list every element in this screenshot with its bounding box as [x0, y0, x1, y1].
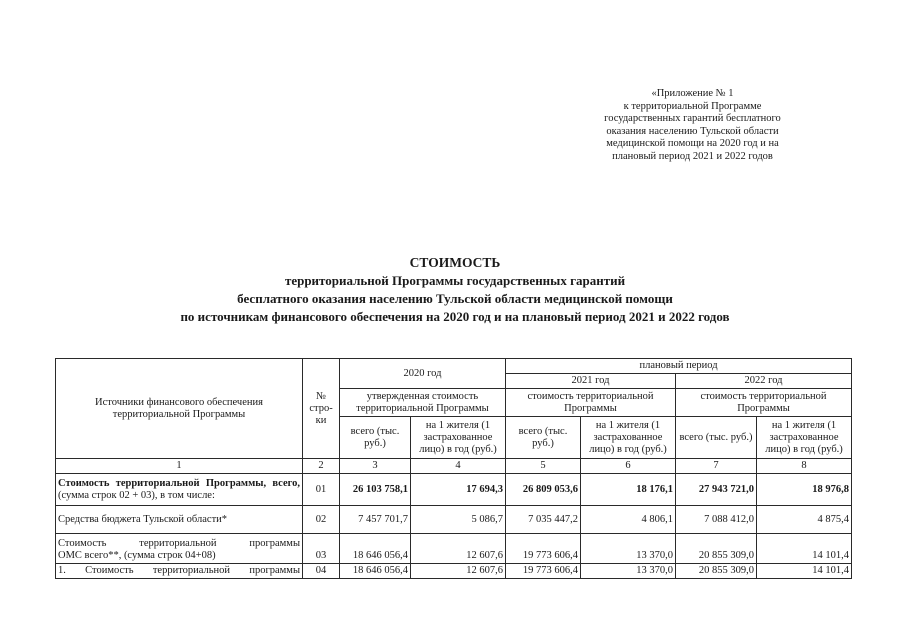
header-total-2020: всего (тыс. руб.) [340, 417, 411, 459]
header-approved-cost: утвержденная стоимость территориальной Программы [340, 389, 506, 417]
row-label-line: (сумма строк 02 + 03), в том числе: [58, 489, 215, 501]
header-year-2020: 2020 год [340, 359, 506, 389]
table-row [56, 506, 852, 534]
value-total-2021: 19 773 606,4 [506, 564, 581, 579]
row-label [56, 474, 303, 506]
value-total-2022: 27 943 721,0 [676, 474, 757, 506]
header-cost-2022: стоимость территориальной Программы [676, 389, 852, 417]
appendix-note [560, 88, 825, 164]
value-per-resident-2020: 5 086,7 [411, 506, 506, 534]
title-line: территориальной Программы государственных гарантий [284, 273, 626, 288]
column-number: 3 [340, 459, 411, 474]
header-source: Источники финансового обеспечения территориальной Программы [56, 359, 303, 459]
column-number: 5 [506, 459, 581, 474]
row-label-line: ОМС всего**, (сумма строк 04+08) [58, 550, 216, 561]
row-label-line: 1. Стоимость территориальной программы [58, 565, 300, 576]
row-code: 01 [303, 474, 340, 506]
appendix-line: оказания населению Тульской области [606, 125, 779, 137]
value-total-2022: 20 855 309,0 [676, 534, 757, 564]
table-row [56, 474, 852, 506]
value-total-2020: 18 646 056,4 [340, 534, 411, 564]
header-planned-period: плановый период [506, 359, 852, 374]
header-total-2021: всего (тыс. руб.) [506, 417, 581, 459]
value-total-2021: 7 035 447,2 [506, 506, 581, 534]
appendix-line: «Приложение № 1 [651, 88, 734, 99]
value-per-resident-2022: 14 101,4 [757, 534, 852, 564]
table-row [56, 534, 852, 564]
title-line: по источникам финансового обеспечения на 2020 год и на плановый период 2021 и 2022 годов [180, 309, 730, 324]
column-number: 2 [303, 459, 340, 474]
value-per-resident-2022: 14 101,4 [757, 564, 852, 579]
row-code: 03 [303, 534, 340, 564]
header-total-2022: всего (тыс. руб.) [676, 417, 757, 459]
value-per-resident-2020: 12 607,6 [411, 564, 506, 579]
appendix-line: к территориальной Программе [623, 100, 762, 112]
column-number-row [56, 459, 852, 474]
header-cost-2021: стоимость территориальной Программы [506, 389, 676, 417]
value-per-resident-2022: 4 875,4 [757, 506, 852, 534]
column-number: 7 [676, 459, 757, 474]
header-per-resident-2020: на 1 жителя (1 застрахованное лицо) в год (руб.) [411, 417, 506, 459]
value-total-2021: 26 809 053,6 [506, 474, 581, 506]
table-row [56, 564, 852, 579]
column-number: 6 [581, 459, 676, 474]
value-per-resident-2022: 18 976,8 [757, 474, 852, 506]
row-code: 04 [303, 564, 340, 579]
header-year-2021: 2021 год [506, 374, 676, 389]
column-number: 1 [56, 459, 303, 474]
value-per-resident-2020: 12 607,6 [411, 534, 506, 564]
row-label [56, 534, 303, 564]
title-line: бесплатного оказания населению Тульской области медицинской помощи [237, 291, 673, 306]
value-per-resident-2021: 4 806,1 [581, 506, 676, 534]
header-per-resident-2021: на 1 жителя (1 застрахованное лицо) в год (руб.) [581, 417, 676, 459]
value-total-2020: 7 457 701,7 [340, 506, 411, 534]
appendix-line: государственных гарантий бесплатного [604, 113, 781, 125]
title-main: СТОИМОСТЬ [409, 255, 501, 270]
row-label-line: Стоимость территориальной Программы, всего, [58, 477, 300, 489]
header-per-resident-2022: на 1 жителя (1 застрахованное лицо) в год (руб.) [757, 417, 852, 459]
value-per-resident-2020: 17 694,3 [411, 474, 506, 506]
value-total-2020: 26 103 758,1 [340, 474, 411, 506]
row-label [56, 564, 303, 579]
value-per-resident-2021: 18 176,1 [581, 474, 676, 506]
header-row-number: № стро-ки [303, 359, 340, 459]
value-total-2022: 7 088 412,0 [676, 506, 757, 534]
cost-table [55, 358, 852, 579]
row-code: 02 [303, 506, 340, 534]
row-label: Средства бюджета Тульской области* [56, 506, 303, 534]
value-per-resident-2021: 13 370,0 [581, 534, 676, 564]
value-total-2022: 20 855 309,0 [676, 564, 757, 579]
row-label-line: Стоимость территориальной программы [58, 538, 300, 549]
value-per-resident-2021: 13 370,0 [581, 564, 676, 579]
value-total-2020: 18 646 056,4 [340, 564, 411, 579]
appendix-line: медицинской помощи на 2020 год и на [606, 138, 779, 150]
header-year-2022: 2022 год [676, 374, 852, 389]
column-number: 4 [411, 459, 506, 474]
appendix-line: плановый период 2021 и 2022 годов [612, 150, 773, 162]
document-title [60, 254, 850, 326]
value-total-2021: 19 773 606,4 [506, 534, 581, 564]
column-number: 8 [757, 459, 852, 474]
